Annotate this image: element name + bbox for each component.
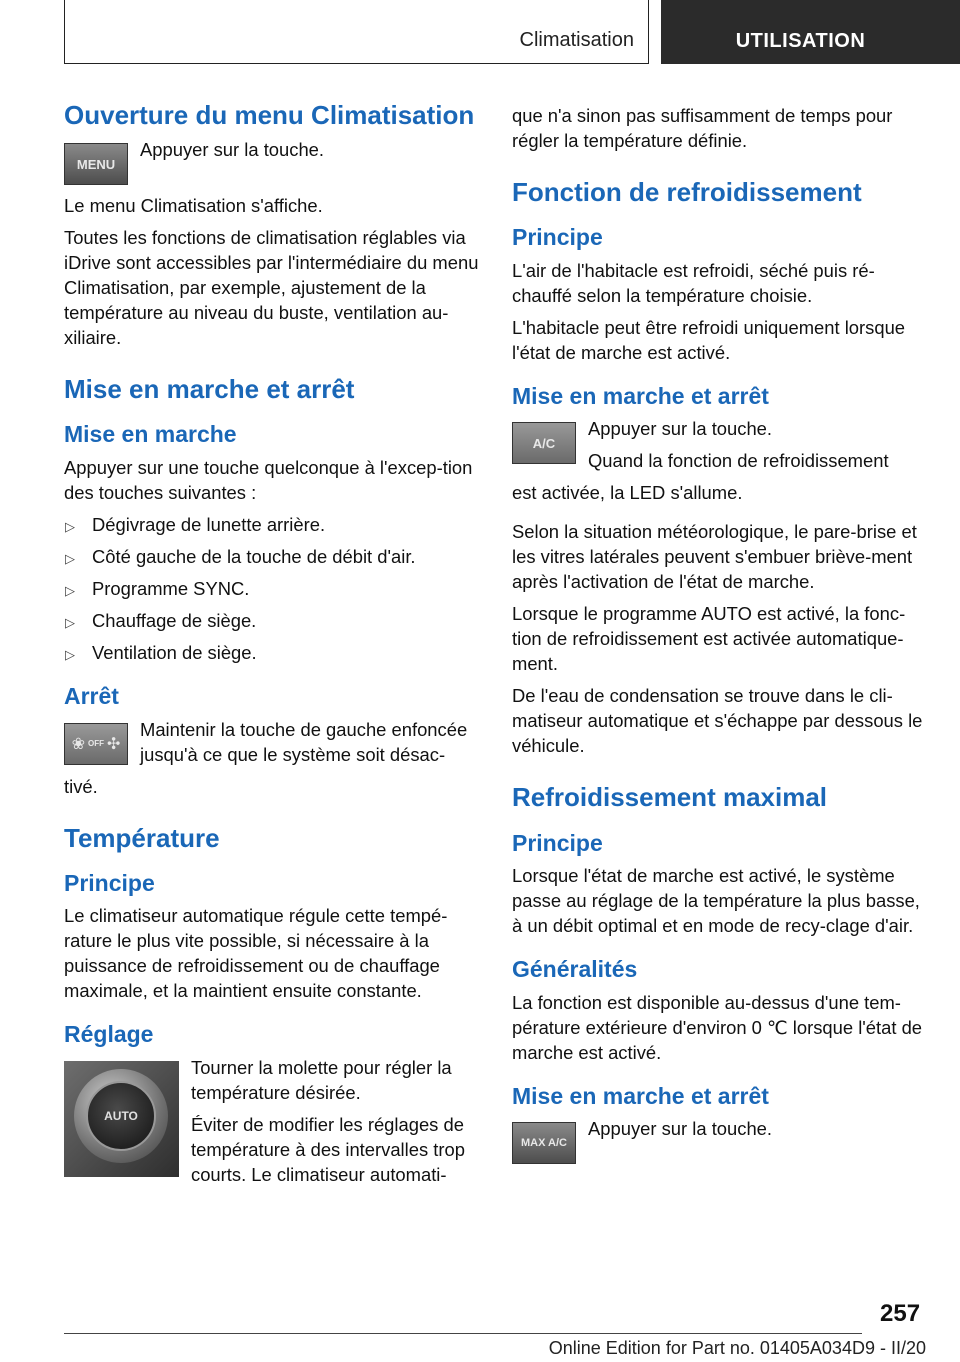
header-section-box [64,0,649,64]
switch-on-subheading: Mise en marche [64,421,237,448]
temperature-setting-subheading: Réglage [64,1021,154,1048]
cooling-heading: Fonction de refroidissement [512,177,862,207]
triangle-bullet-icon: ▷ [65,518,75,534]
menu-displayed-text: Le menu Climatisation s'affiche. [64,195,323,217]
setting-text-1: Tourner la molette pour régler la température désirée. [191,1056,452,1103]
max-ac-key-row [512,1116,926,1164]
header-chapter-box [661,0,960,64]
right-column [512,100,926,1164]
switch-on-text: Appuyer sur une touche quelconque à l'excep-tion des touches suivantes : [64,456,473,503]
continued-text: que n'a sinon pas suffisamment de temps pour régler la température définie. [512,105,893,151]
temperature-heading: Température [64,822,220,853]
footer-divider [64,1333,862,1334]
footer-text: Online Edition for Part no. 01405A034D9 - II/20 [548,1338,926,1358]
max-cooling-heading: Refroidissement maximal [512,782,828,813]
max-ac-button-icon: MAX A/C [512,1122,576,1164]
max-cooling-on-off-subheading: Mise en marche et arrêt [512,1082,769,1109]
switch-off-subheading: Arrêt [64,682,119,709]
list-item: ▷ Dégivrage de lunette arrière. [64,512,480,537]
menu-key-row [64,137,480,185]
on-off-heading: Mise en marche et arrêt [64,374,355,405]
list-item: ▷ Ventilation de siège. [64,640,480,665]
switch-off-text-cont: tivé. [64,775,98,797]
ac-button-icon: A/C [512,422,576,464]
max-ac-press-text: Appuyer sur la touche. [588,1118,773,1140]
knob-row [64,1055,480,1194]
page-number: 257 [880,1300,921,1327]
setting-text-2: Éviter de modifier les réglages de température à des intervalles trop courts. Le climatiseur automati- [191,1113,465,1185]
temperature-knob-icon: AUTO [64,1061,179,1177]
triangle-bullet-icon: ▷ [65,582,75,598]
open-menu-heading: Ouverture du menu Climatisation [64,100,475,130]
ac-press-text: Appuyer sur la touche. [588,418,773,440]
temperature-principle-subheading: Principe [64,869,155,896]
cooling-principle-text-2: L'habitacle peut être refroidi uniquement lorsque l'état de marche est activé. [512,316,906,363]
max-cooling-general-text: La fonction est disponible au-dessus d'une tem-pérature extérieure d'environ 0 ℃ lorsque l'état de marche est activé. [512,991,923,1063]
menu-button-icon: MENU [64,143,128,185]
temperature-principle-text: Le climatiseur automatique régule cette tempé-rature le plus vite possible, si nécessaire à la puissance de refroidissement ou de chauffage maximale, et la maintient ensuite constante. [64,905,448,1002]
list-item: ▷ Chauffage de siège. [64,608,480,633]
header-chapter: UTILISATION [735,30,866,52]
ac-led-text-cont: est activée, la LED s'allume. [512,482,743,504]
off-key-row [64,717,480,774]
exception-list [64,512,480,665]
left-column [64,100,480,1194]
cooling-text-3: De l'eau de condensation se trouve dans le cli-matiseur automatique et s'échappe par dessous le véhicule. [512,685,923,757]
max-cooling-principle-subheading: Principe [512,829,603,856]
triangle-bullet-icon: ▷ [65,550,75,566]
header-section: Climatisation [519,29,634,51]
cooling-on-off-subheading: Mise en marche et arrêt [512,382,769,409]
cooling-principle-text-1: L'air de l'habitacle est refroidi, séché puis ré-chauffé selon la température choisie. [512,259,875,306]
cooling-text-2: Lorsque le programme AUTO est activé, la fonc-tion de refroidissement est activée automatique-ment. [512,603,906,675]
ac-led-text: Quand la fonction de refroidissement [588,450,889,472]
fan-off-button-icon: ❀ OFF ✣ [64,723,128,765]
cooling-text-1: Selon la situation météorologique, le pare-brise et les vitres latérales peuvent s'embuer briève-ment après l'activation de l'état de marche. [512,521,917,593]
list-item: ▷ Côté gauche de la touche de débit d'air. [64,544,480,569]
max-cooling-general-subheading: Généralités [512,956,638,983]
menu-description-text: Toutes les fonctions de climatisation réglables via iDrive sont accessibles par l'intermédiaire du menu Climatisation, par exemple, ajustement de la température au niveau du buste, ventilation au-xiliaire. [64,227,479,349]
triangle-bullet-icon: ▷ [65,646,75,662]
triangle-bullet-icon: ▷ [65,614,75,630]
ac-key-row [512,416,926,480]
menu-press-text: Appuyer sur la touche. [140,139,325,161]
list-item: ▷ Programme SYNC. [64,576,480,601]
switch-off-text: Maintenir la touche de gauche enfoncée jusqu'à ce que le système soit désac- [140,718,468,765]
max-cooling-principle-text: Lorsque l'état de marche est activé, le système passe au réglage de la température la plus basse, à un débit optimal et en mode de recy-clage d'air. [512,865,920,937]
cooling-principle-subheading: Principe [512,224,603,251]
